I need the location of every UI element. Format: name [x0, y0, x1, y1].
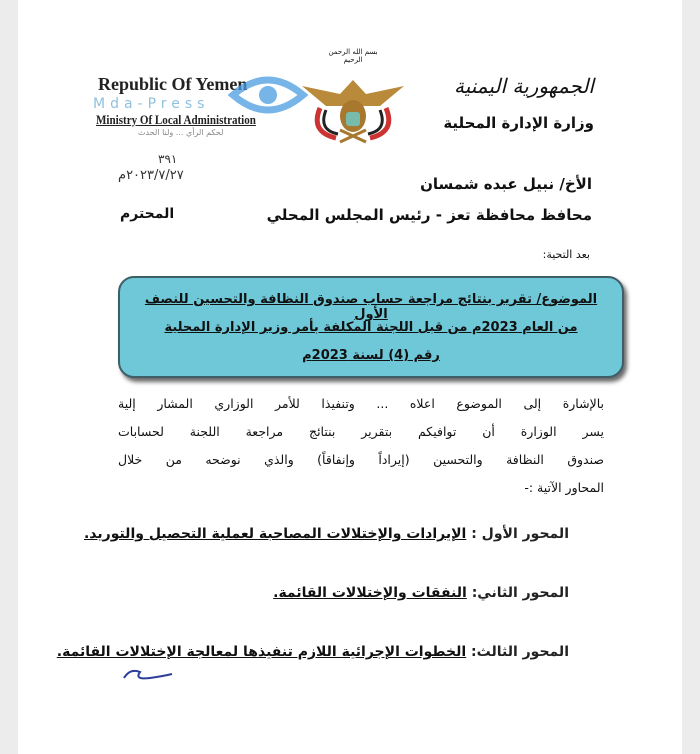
addressee-name: الأخ/ نبيل عبده شمسان: [420, 175, 592, 193]
axis-item-3: المحور الثالث: الخطوات الإجرائية اللازم تنفيذها لمعالجة الإختلالات القائمة.: [56, 644, 569, 660]
subject-line-3: رقم (4) لسنة 2023م: [302, 348, 440, 363]
document-page: [18, 0, 682, 754]
basmala: بسم الله الرحمن الرحيم: [328, 48, 378, 64]
addressee-title: محافظ محافظة تعز - رئيس المجلس المحلي: [266, 206, 592, 224]
ar-ministry: وزارة الإدارة المحلية: [443, 114, 594, 132]
axis-item-1: المحور الأول : الإيرادات والإختلالات المصاحبة لعملية التحصيل والتوريد.: [83, 526, 569, 542]
en-country: Republic Of Yemen: [98, 74, 248, 94]
body-line: المحاور الآتية :-: [524, 480, 604, 495]
watermark-tagline: لحكم الرأي ... ولنا الحدث: [138, 128, 224, 137]
body-line: صندوق النظافة والتحسين (إيراداً وإنفاقاً) والذي نوضحه من خلال: [118, 452, 604, 467]
signature-mark: [120, 664, 180, 686]
ref-date: ٢٠٢٣/٧/٢٧م: [118, 168, 184, 183]
yemen-emblem-icon: [300, 72, 406, 144]
subject-line-1: الموضوع/ تقرير بنتائج مراجعة حساب صندوق النظافة والتحسين للنصف الأول: [144, 292, 598, 322]
greeting: بعد التحية:: [542, 248, 590, 261]
watermark-text: Mda-Press: [93, 96, 210, 112]
ref-number: ٣٩١: [158, 152, 178, 166]
honorific: المحترم: [120, 206, 175, 222]
subject-line-2: من العام 2023م من قبل اللجنة المكلفة بأمر وزير الإدارة المحلية: [164, 320, 578, 335]
ar-country: الجمهورية اليمنية: [453, 74, 594, 98]
body-line: بالإشارة إلى الموضوع اعلاه ... وتنفيذا للأمر الوزاري المشار إلية: [118, 396, 604, 411]
axis-item-2: المحور الثاني: النفقات والإختلالات القائمة.: [273, 585, 569, 601]
body-line: يسر الوزارة أن توافيكم بتقرير بنتائج مراجعة اللجنة لحسابات: [118, 424, 604, 439]
en-ministry: Ministry Of Local Administration: [96, 112, 256, 127]
subject-box: [118, 276, 624, 378]
